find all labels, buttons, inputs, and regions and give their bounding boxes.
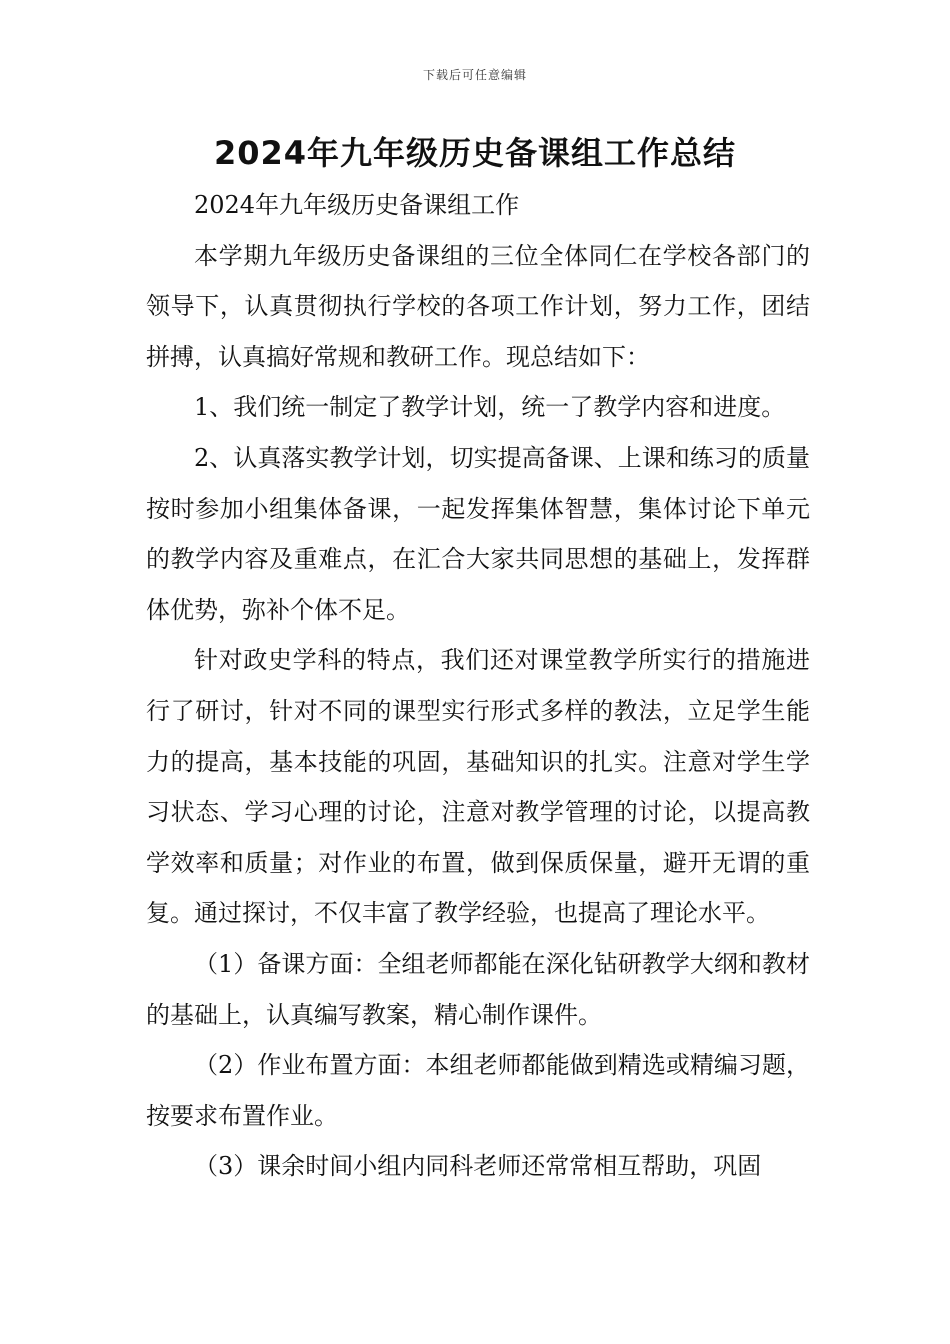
header-note: 下载后可任意编辑 bbox=[422, 68, 527, 82]
body-paragraph: 2、认真落实教学计划，切实提高备课、上课和练习的质量按时参加小组集体备课，一起发挥集体智慧，集体讨论下单元的教学内容及重难点，在汇合大家共同思想的基础上，发挥群体优势，弥补个体不足。 bbox=[146, 443, 810, 624]
body-paragraph: （1）备课方面：全组老师都能在深化钻研教学大纲和教材的基础上，认真编写教案，精心制作课件。 bbox=[146, 949, 810, 1029]
body-paragraph: （2）作业布置方面：本组老师都能做到精选或精编习题，按要求布置作业。 bbox=[146, 1051, 810, 1130]
document-title: 2024年九年级历史备课组工作总结 bbox=[213, 134, 737, 172]
document-body bbox=[146, 180, 810, 1192]
body-paragraph: 1、我们统一制定了教学计划，统一了教学内容和进度。 bbox=[194, 393, 786, 422]
body-paragraph: 2024年九年级历史备课组工作 bbox=[194, 191, 520, 219]
body-paragraph: 本学期九年级历史备课组的三位全体同仁在学校各部门的领导下，认真贯彻执行学校的各项工作计划，努力工作，团结拼搏，认真搞好常规和教研工作。现总结如下： bbox=[146, 241, 810, 371]
body-paragraph: 针对政史学科的特点，我们还对课堂教学所实行的措施进行了研讨，针对不同的课型实行形式多样的教法，立足学生能力的提高，基本技能的巩固，基础知识的扎实。注意对学生学习状态、学习心理的讨论，注意对教学管理的讨论，以提高教学效率和质量；对作业的布置，做到保质保量，避开无谓的重复。通过探讨，不仅丰富了教学经验，也提高了理论水平。 bbox=[146, 646, 810, 928]
body-paragraph: （3）课余时间小组内同科老师还常常相互帮助，巩固 bbox=[194, 1152, 762, 1181]
